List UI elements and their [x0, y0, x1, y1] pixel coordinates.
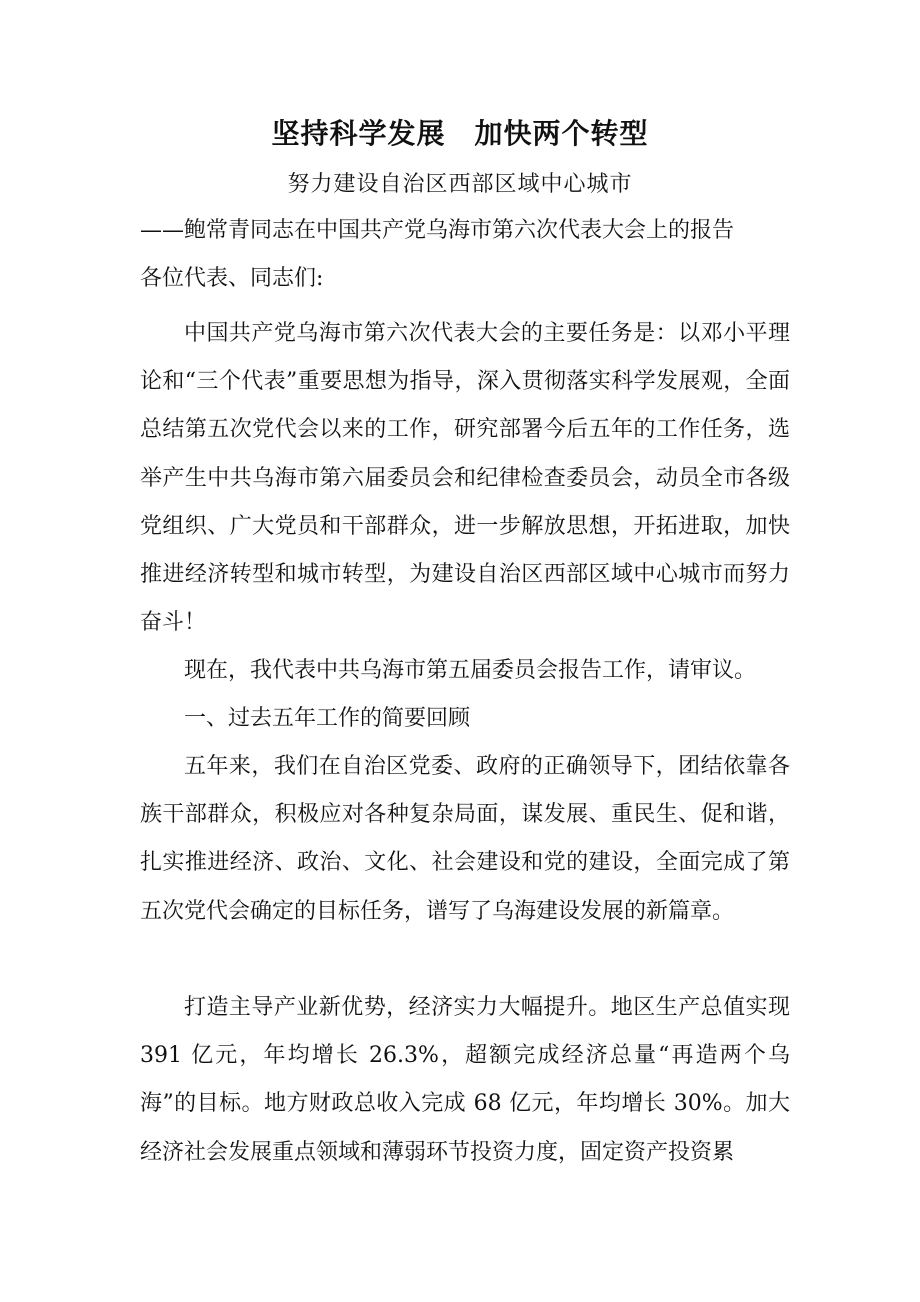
paragraph-main-tasks: 中国共产党乌海市第六次代表大会的主要任务是：以邓小平理论和“三个代表”重要思想为指导，深入贯彻落实科学发展观，全面总结第五次党代会以来的工作，研究部署今后五年的工作任务，选举产生中共乌海市第六届委员会和纪律检查委员会，动员全市各级党组织、广大党员和干部群众，进一步解放思想，开拓进取，加快推进经济转型和城市转型，为建设自治区西部区域中心城市而努力奋斗！ — [140, 321, 790, 636]
paragraph-five-years: 五年来，我们在自治区党委、政府的正确领导下，团结依靠各族干部群众，积极应对各种复杂局面，谋发展、重民生、促和谐，扎实推进经济、政治、文化、社会建设和党的建设，全面完成了第五次党代会确定的目标任务，谱写了乌海建设发展的新篇章。 — [140, 754, 790, 924]
document-subtitle: 努力建设自治区西部区域中心城市 — [287, 172, 633, 197]
paragraph-economy: 打造主导产业新优势，经济实力大幅提升。地区生产总值实现 391 亿元，年均增长 26.3%，超额完成经济总量“再造两个乌海”的目标。地方财政总收入完成 68 亿元，年均增长 30%。加大经济社会发展重点领域和薄弱环节投资力度，固定资产投资累 — [140, 995, 790, 1165]
document-title: 坚持科学发展 加快两个转型 — [271, 117, 649, 150]
report-byline: ——鲍常青同志在中国共产党乌海市第六次代表大会上的报告 — [140, 218, 735, 243]
section-heading-review: 一、过去五年工作的简要回顾 — [184, 706, 471, 731]
paragraph-report-intro: 现在，我代表中共乌海市第五届委员会报告工作，请审议。 — [184, 658, 757, 683]
salutation: 各位代表、同志们: — [140, 266, 324, 291]
